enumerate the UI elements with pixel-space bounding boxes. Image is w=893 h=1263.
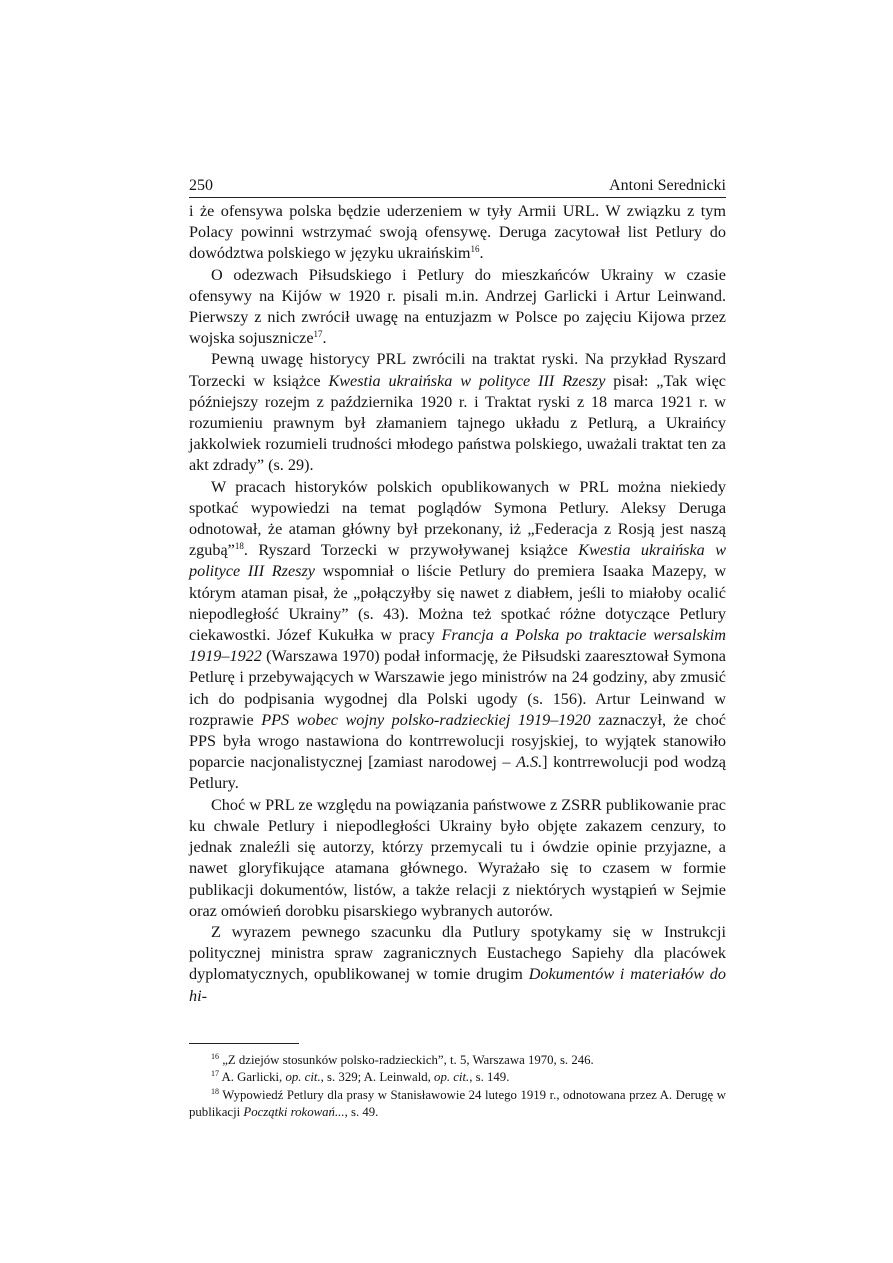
text-run: wspomniał o liście Petlury do premiera Isaaka Mazepy, w którym ataman pisał, że „połączyłby się nawet z diabłem, jeśli to miałoby ocalić niepodległość Ukrainy” (s. 43). Można też spotkać różne dotyczące Petlury ciekawostki. Józef Kukułka w pracy [189,562,727,645]
text-run: Z wyrazem pewnego szacunku dla Putlury spotykamy się w Instrukcji politycznej ministra spraw zagranicznych Eustachego Sapiehy dla placówek dyplomatycznych, opublikowanej w tomie drugim [189,922,726,984]
footnote-marker: 16 [211,1051,219,1061]
italic-text: Kwestia ukraińska w polityce III Rzeszy [328,371,606,390]
text-run: . [479,244,484,263]
text-run: O odezwach Piłsudskiego i Petlury do mieszkańców Ukrainy w czasie ofensywy na Kijów w 1920 r. pisali m.in. Andrzej Garlicki i Artur Leinwand. Pierwszy z nich zwrócił uwagę na entuzjazm w Polsce po zajęciu Kijowa przez wojska sojusznicze [189,265,726,348]
text-run: . [322,329,327,348]
footnote-marker: 16 [470,244,480,255]
running-header [189,176,726,198]
footnotes [189,1052,726,1122]
text-run: Wypowiedź Petlury dla prasy w Stanisławowie 24 lutego 1919 r., odnotowana przez A. Derugę w publikacji [189,1087,726,1120]
footnote [189,1052,726,1070]
footnote-marker: 17 [313,329,323,340]
text-run: A. Garlicki, [219,1070,286,1085]
text-run: pisał: „Tak więc późniejszy rozejm z października 1920 r. i Traktat ryski z 18 marca 1921 r. w rozumieniu prawnym był złamaniem tajnego układu z Petlurą, a Ukraińcy jakkolwiek rozumieli trudności młodego państwa polskiego, uważali traktat ten za akt zdrady” (s. 29). [189,371,726,475]
paragraph [189,349,726,476]
text-run: ] kontrrewolucji pod wodzą Petlury. [189,753,726,793]
footnote-marker: 17 [211,1069,219,1079]
text-run: Choć w PRL ze względu na powiązania państwowe z ZSRR publikowanie prac ku chwale Petlury i niepodległości Ukrainy było objęte zakazem cenzury, to jednak znaleźli się autorzy, którzy przemycali tu i ówdzie opinie przyjazne, a nawet gloryfikujące atamana głównego. Wyrażało się to czasem w formie publikacji dokumentów, listów, a także relacji z niektórych wystąpień w Sejmie oraz omówień dorobku pisarskiego wybranych autorów. [189,795,726,920]
body-text [189,201,726,1007]
text-run: , s. 149. [469,1070,510,1085]
paragraph [189,795,726,922]
text-run: W pracach historyków polskich opublikowanych w PRL można niekiedy spotkać wypowiedzi na temat poglądów Symona Petlury. Aleksy Deruga odnotował, że ataman główny był przekonany, iż „Federacja z Rosją jest naszą zgubą” [189,477,726,560]
text-run: (Warszawa 1970) podał informację, że Piłsudski zaaresztował Symona Petlurę i przebywających w Warszawie jego ministrów na 24 godziny, aby zmusić ich do podpisania wygodnej dla Polski ugody (s. 156). Artur Leinwand w rozprawie [189,647,726,729]
italic-text: Kwestia ukraińska w polityce III Rzeszy [189,541,726,581]
paragraph [189,265,726,350]
italic-text: op. cit. [434,1070,470,1085]
italic-text: Francja a Polska po traktacie wersalskim 1919–1922 [189,626,726,666]
italic-text: PPS wobec wojny polsko-radzieckiej 1919–1920 [261,710,591,729]
footnote [189,1069,726,1087]
book-page [189,176,726,1122]
text-run: zaznaczył, że choć PPS była wrogo nastawiona do kontrrewolucji rosyjskiej, to wyjątek stanowiło poparcie nacjonalistycznej [zamiast narodowej – [189,710,726,772]
paragraph [189,477,726,795]
footnote-marker: 18 [234,541,244,552]
text-run: „Z dziejów stosunków polsko-radzieckich”, t. 5, Warszawa 1970, s. 246. [219,1052,594,1067]
text-run: . Ryszard Torzecki w przywoływanej książce [243,541,579,560]
text-run: i że ofensywa polska będzie uderzeniem w tyły Armii URL. W związku z tym Polacy powinni wstrzymać swoją ofensywę. Deruga zacytował list Petlury do dowództwa polskiego w języku ukraińskim [189,202,726,263]
footnote-marker: 18 [211,1086,219,1096]
page-number: 250 [189,177,213,194]
footnote-divider [189,1043,299,1044]
running-author: Antoni Serednicki [609,177,726,194]
paragraph [189,201,726,265]
text-run: , s. 329; A. Leinwald, [320,1070,435,1085]
italic-text: Początki rokowań... [243,1105,345,1120]
text-run: , s. 49. [344,1105,379,1120]
italic-text: Dokumentów i materiałów do hi- [189,965,726,1005]
footnote [189,1087,726,1122]
text-run: Pewną uwagę historycy PRL zwrócili na traktat ryski. Na przykład Ryszard Torzecki w książce [189,350,726,390]
paragraph [189,922,726,1007]
italic-text: A.S. [516,753,543,772]
italic-text: op. cit. [285,1070,321,1085]
